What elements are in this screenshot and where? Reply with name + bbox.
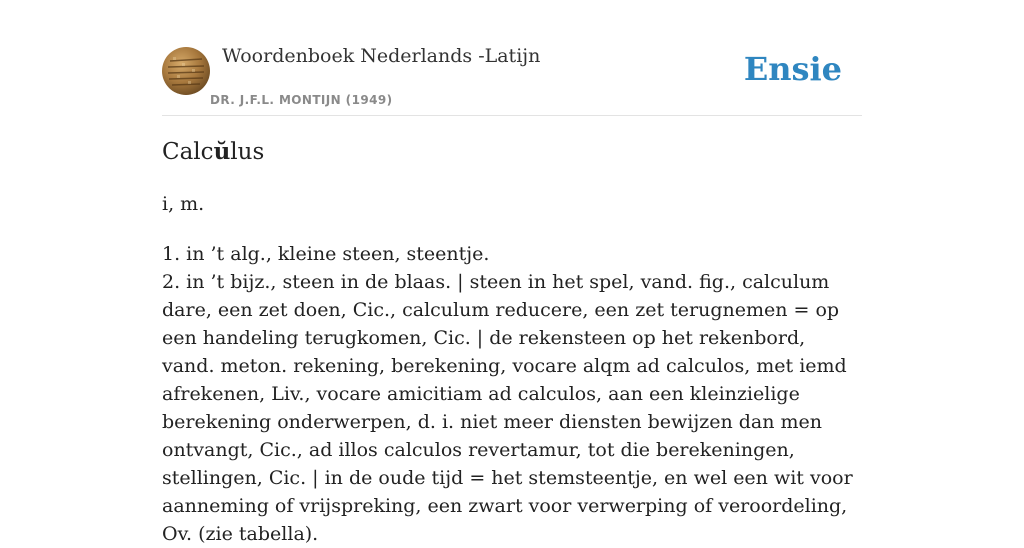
book-author: DR. J.F.L. MONTIJN (1949) bbox=[210, 93, 393, 107]
headword-end: lus bbox=[230, 139, 265, 165]
book-title[interactable]: Woordenboek Nederlands -Latijn bbox=[222, 45, 541, 67]
headword bbox=[162, 138, 264, 165]
header bbox=[162, 0, 862, 116]
definition-line: 2. in ’t bijz., steen in de blaas. | steen in het spel, vand. fig., calculum dare, een zet doen, Cic., calculum reducere, een zet terugnemen = op een handeling terugkomen, Cic. | de rekensteen op het rekenbord, vand. meton. rekening, berekening, vocare alqm ad calculos, met iemd afrekenen, Liv., vocare amicitiam ad calculos, aan een kleinzielige berekening onderwerpen, d. i. niet meer diensten bewijzen dan men ontvangt, Cic., ad illos calculos revertamur, tot die berekeningen, stellingen, Cic. | in de oude tijd = het stemsteentje, en wel een wit voor aanneming of vrijspreking, een zwart voor verwerping of veroordeling, Ov. (zie tabella). bbox=[162, 271, 853, 545]
headword-start: Calc bbox=[162, 139, 214, 165]
ensie-logo-link[interactable]: Ensie bbox=[743, 50, 842, 88]
book-cover-medallion-graphic bbox=[162, 47, 210, 95]
book-cover-medallion-icon[interactable] bbox=[162, 47, 210, 95]
headword-accent: ŭ bbox=[213, 138, 231, 165]
definition bbox=[162, 240, 862, 548]
grammar-info: i, m. bbox=[162, 193, 205, 215]
definition-line: 1. in ’t alg., kleine steen, steentje. bbox=[162, 243, 490, 265]
